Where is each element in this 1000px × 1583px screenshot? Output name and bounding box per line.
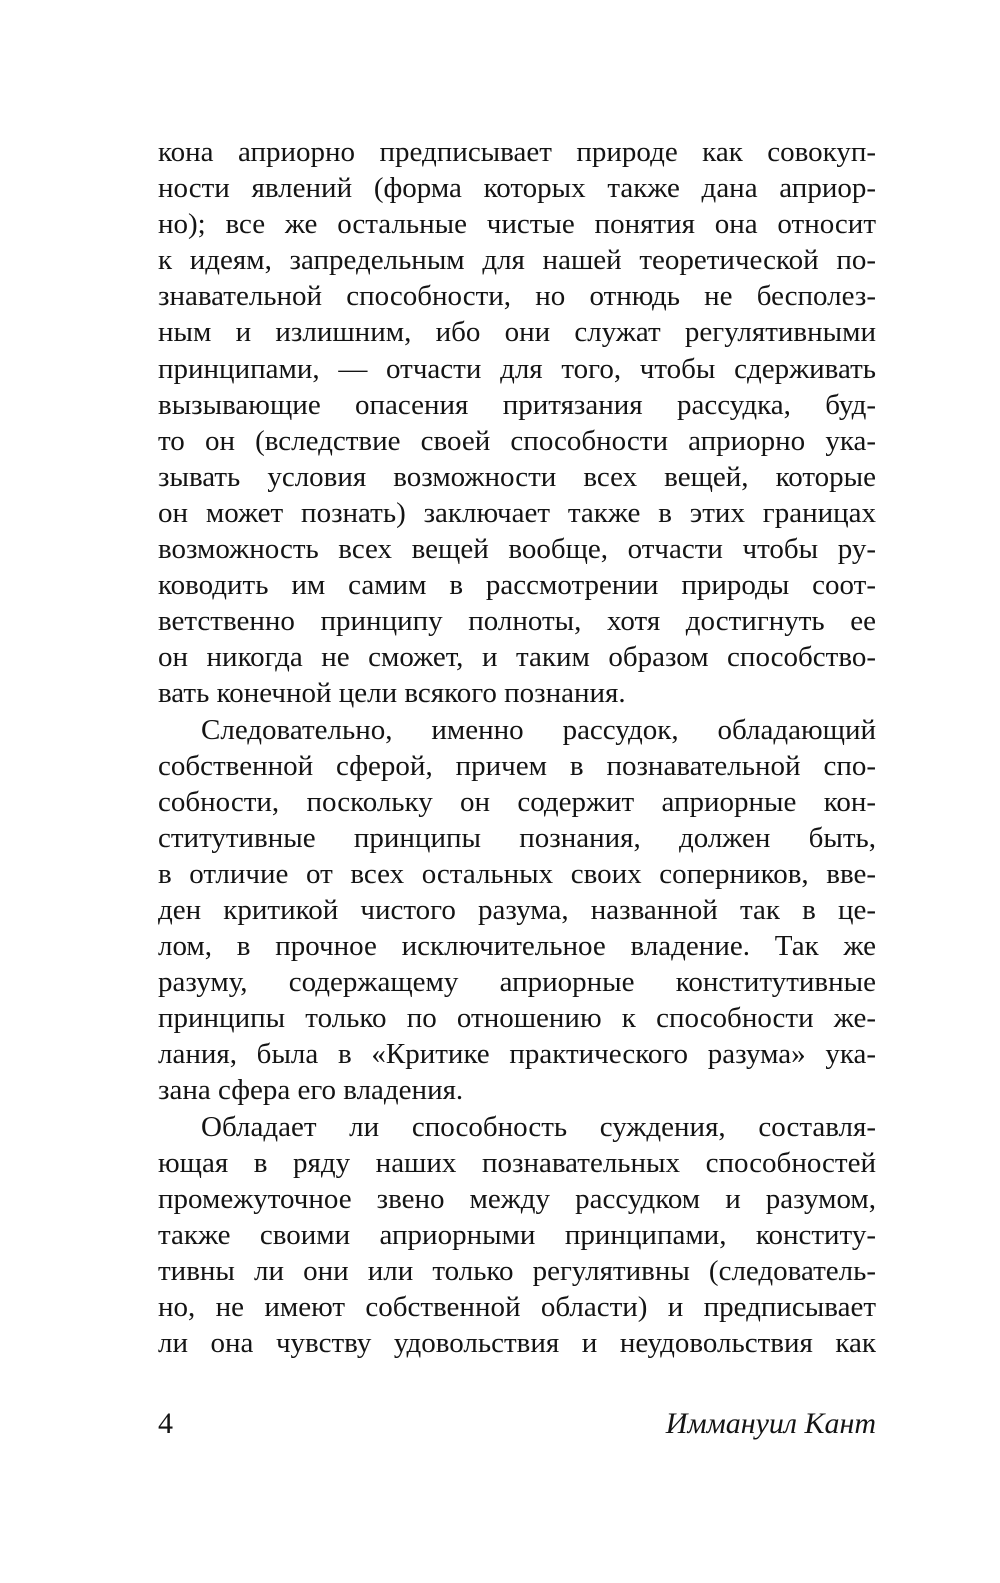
text-line: то он (вследствие своей способности априорно ука- <box>158 424 876 457</box>
text-line: кона априорно предписывает природе как совокуп- <box>158 136 876 168</box>
text-line: собственной сферой, причем в познавательной спо- <box>158 749 876 782</box>
text-line: ли она чувству удовольствия и неудовольствия как <box>158 1327 876 1360</box>
text-line: принципами, — отчасти для того, чтобы сдерживать <box>158 352 876 385</box>
text-line: зывать условия возможности всех вещей, которые <box>158 460 876 493</box>
text-line: ститутивные принципы познания, должен быть, <box>158 821 876 854</box>
text-line: Следовательно, именно рассудок, обладающий <box>201 713 876 746</box>
text-line: собности, поскольку он содержит априорные кон- <box>158 785 876 818</box>
body-text <box>158 134 876 1361</box>
text-line: разуму, содержащему априорные конститутивные <box>158 966 876 999</box>
text-line: тивны ли они или только регулятивны (следователь- <box>158 1254 876 1287</box>
page-footer <box>158 1402 876 1446</box>
page-number: 4 <box>158 1407 173 1440</box>
text-line: вызывающие опасения притязания рассудка, буд- <box>158 388 876 421</box>
text-line: к идеям, запредельным для нашей теоретической по- <box>158 244 876 277</box>
text-line: но); все же остальные чистые понятия она относит <box>158 208 876 241</box>
text-line: лом, в прочное исключительное владение. Так же <box>158 930 876 963</box>
text-line: но, не имеют собственной области) и предписывает <box>158 1291 876 1323</box>
text-line: промежуточное звено между рассудком и разумом, <box>158 1182 876 1215</box>
text-line: он может познать) заключает также в этих границах <box>158 496 876 529</box>
text-line: принципы только по отношению к способности же- <box>158 1002 876 1035</box>
text-line: ководить им самим в рассмотрении природы соот- <box>158 569 876 602</box>
text-line: вать конечной цели всякого познания. <box>158 677 626 710</box>
text-line: возможность всех вещей вообще, отчасти чтобы ру- <box>158 533 876 566</box>
text-line: лания, была в «Критике практического разума» ука- <box>158 1038 876 1071</box>
text-line: ветственно принципу полноты, хотя достигнуть ее <box>158 605 876 638</box>
paragraph <box>158 134 876 712</box>
text-line: ющая в ряду наших познавательных способностей <box>158 1146 876 1179</box>
text-line: ным и излишним, ибо они служат регулятивными <box>158 316 876 349</box>
running-head-author: Иммануил Кант <box>665 1407 876 1440</box>
text-line: в отличие от всех остальных своих соперников, вве- <box>158 857 876 890</box>
paragraph <box>158 712 876 1109</box>
text-line: он никогда не сможет, и таким образом способство- <box>158 641 876 674</box>
text-line: зана сфера его владения. <box>158 1074 464 1107</box>
text-line: Обладает ли способность суждения, составля- <box>201 1110 876 1143</box>
text-line: также своими априорными принципами, конститу- <box>158 1218 876 1251</box>
text-line: ности явлений (форма которых также дана априор- <box>158 172 876 205</box>
text-line: ден критикой чистого разума, названной так в це- <box>158 893 876 926</box>
paragraph <box>158 1109 876 1362</box>
text-line: знавательной способности, но отнюдь не бесполез- <box>158 280 876 313</box>
